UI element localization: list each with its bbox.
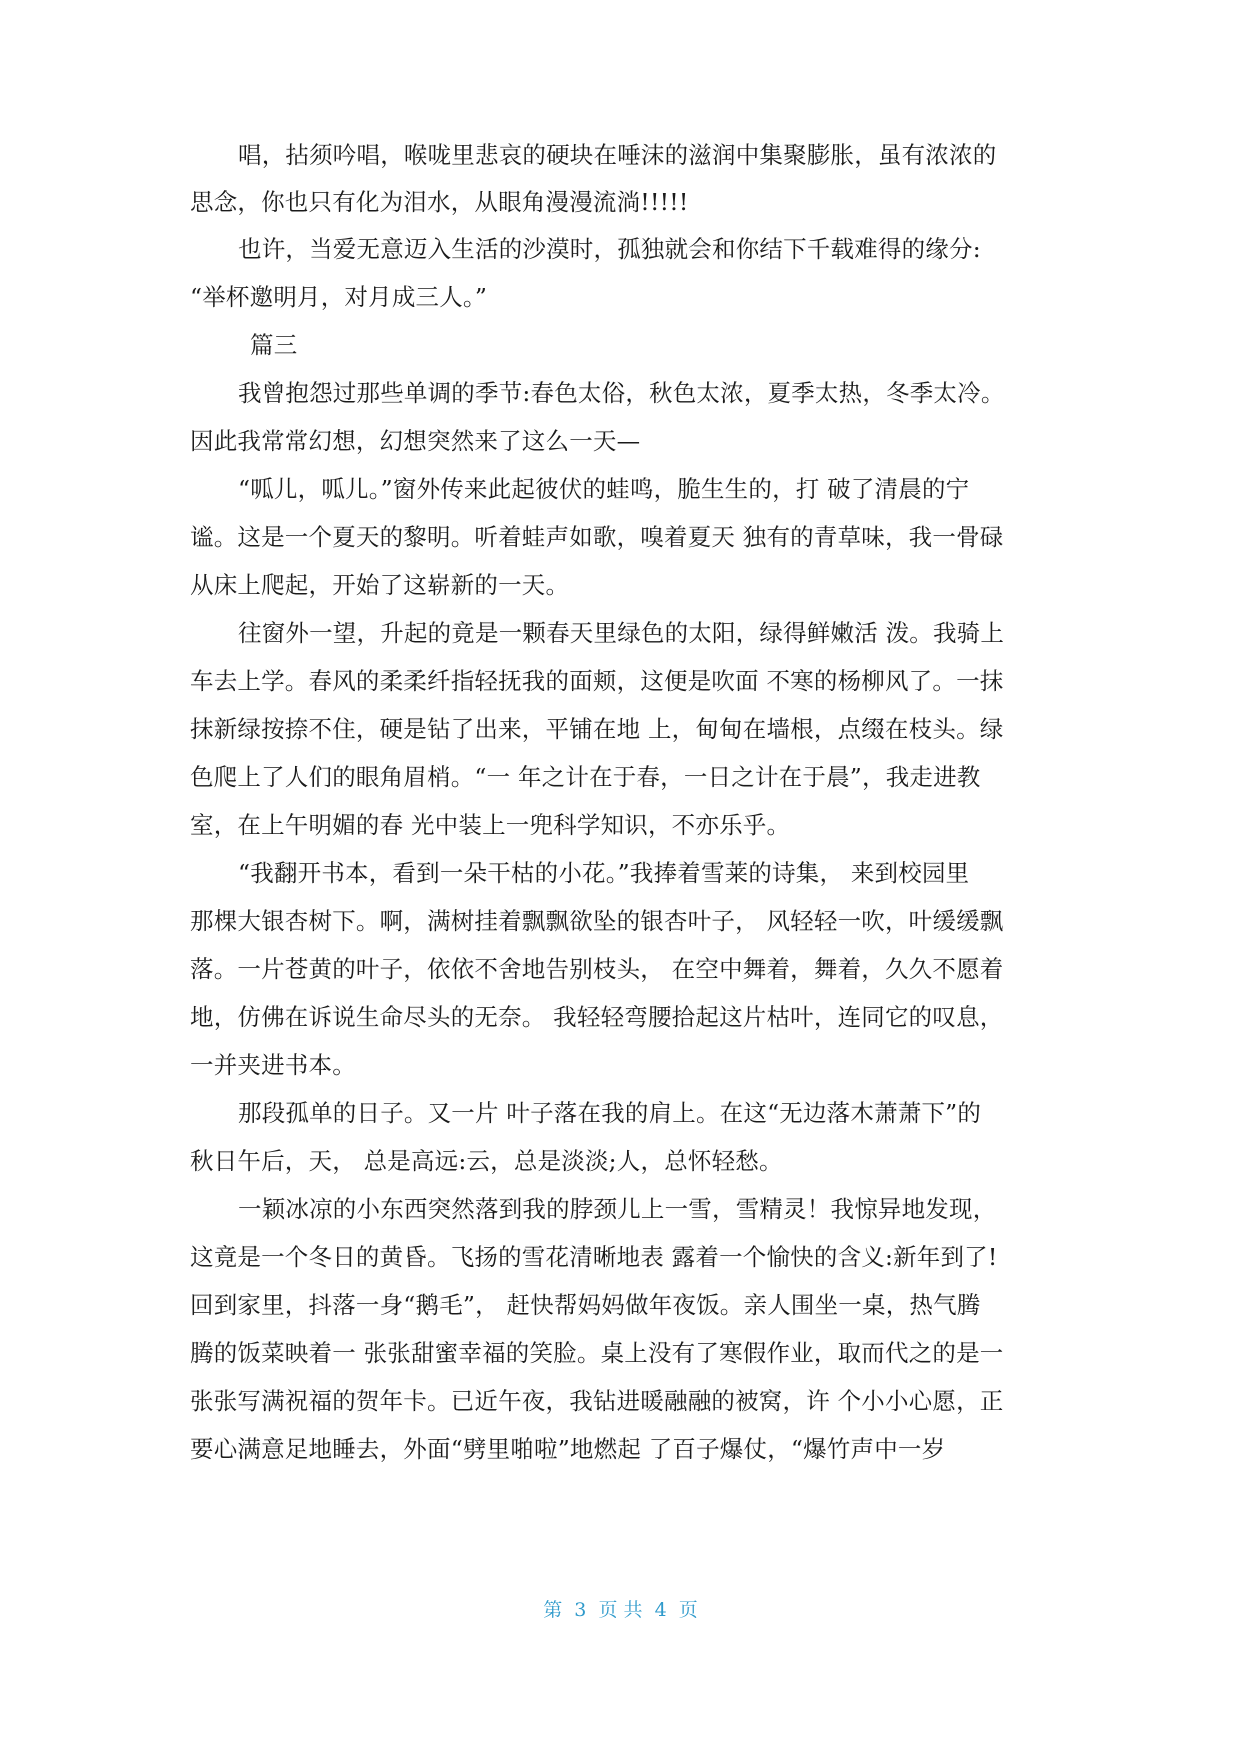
text-line: “呱儿，呱儿。”窗外传来此起彼伏的蛙鸣，脆生生的，打 破了清晨的宁: [238, 475, 970, 503]
text-line: 腾的饭菜映着一 张张甜蜜幸福的笑脸。桌上没有了寒假作业，取而代之的是一: [190, 1339, 1004, 1367]
text-line: 室，在上午明媚的春 光中装上一兜科学知识，不亦乐乎。: [190, 811, 791, 839]
text-line: 落。一片苍黄的叶子，依依不舍地告别枝头， 在空中舞着，舞着，久久不愿着: [190, 955, 1004, 983]
text-line: 秋日午后，天， 总是高远:云，总是淡淡;人，总怀轻愁。: [190, 1147, 783, 1175]
text-line: 要心满意足地睡去，外面“劈里啪啦”地燃起 了百子爆仗，“爆竹声中一岁: [190, 1435, 946, 1463]
text-line: 因此我常常幻想，幻想突然来了这么一天—: [190, 427, 641, 455]
text-line: 抹新绿按捺不住，硬是钻了出来，平铺在地 上，甸甸在墙根，点缀在枝头。绿: [190, 715, 1004, 743]
section-heading: 篇三: [250, 331, 298, 359]
text-line: 车去上学。春风的柔柔纤指轻抚我的面颊，这便是吹面 不寒的杨柳风了。一抹: [190, 667, 1004, 695]
text-line: 那棵大银杏树下。啊，满树挂着飘飘欲坠的银杏叶子， 风轻轻一吹，叶缓缓飘: [190, 907, 1004, 935]
text-line: 一颖冰凉的小东西突然落到我的脖颈儿上一雪，雪精灵！我惊异地发现，: [238, 1195, 997, 1223]
text-line: 思念，你也只有化为泪水，从眼角漫漫流淌!!!!!: [190, 188, 689, 216]
text-line: “我翻开书本，看到一朵干枯的小花。”我捧着雪莱的诗集， 来到校园里: [238, 859, 970, 887]
text-line: 这竟是一个冬日的黄昏。飞扬的雪花清晰地表 露着一个愉快的含义:新年到了!: [190, 1243, 998, 1271]
page-number-footer: 第 3 页 共 4 页: [543, 1599, 698, 1621]
text-line: 那段孤单的日子。又一片 叶子落在我的肩上。在这“无边落木萧萧下”的: [238, 1099, 982, 1127]
text-line: 也许，当爱无意迈入生活的沙漠时，孤独就会和你结下千载难得的缘分:: [238, 235, 981, 263]
text-line: 往窗外一望，升起的竟是一颗春天里绿色的太阳，绿得鲜嫩活 泼。我骑上: [238, 619, 1005, 647]
text-line: 色爬上了人们的眼角眉梢。“一 年之计在于春，一日之计在于晨”，我走进教: [190, 763, 981, 791]
text-line: 地，仿佛在诉说生命尽头的无奈。 我轻轻弯腰拾起这片枯叶，连同它的叹息，: [190, 1003, 1004, 1031]
text-line: “举杯邀明月，对月成三人。”: [190, 283, 488, 311]
text-line: 一并夹进书本。: [190, 1051, 356, 1079]
text-line: 我曾抱怨过那些单调的季节:春色太俗，秋色太浓，夏季太热，冬季太冷。: [238, 379, 1005, 407]
text-line: 唱，拈须吟唱，喉咙里悲哀的硬块在唾沫的滋润中集聚膨胀，虽有浓浓的: [238, 141, 997, 169]
text-line: 张张写满祝福的贺年卡。已近午夜，我钻进暖融融的被窝，许 个小小心愿，正: [190, 1387, 1004, 1415]
text-line: 谧。这是一个夏天的黎明。听着蛙声如歌，嗅着夏天 独有的青草味，我一骨碌: [190, 523, 1004, 551]
text-line: 从床上爬起，开始了这崭新的一天。: [190, 571, 570, 599]
text-line: 回到家里，抖落一身“鹅毛”， 赶快帮妈妈做年夜饭。亲人围坐一桌，热气腾: [190, 1291, 981, 1319]
